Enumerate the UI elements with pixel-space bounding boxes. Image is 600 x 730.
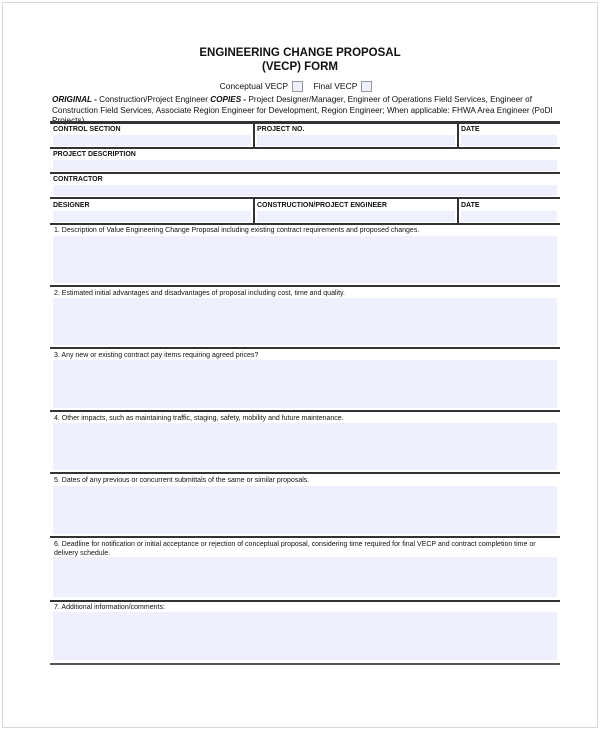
divider (50, 536, 560, 538)
question-5-input[interactable] (53, 486, 557, 534)
construction-engineer-input[interactable] (257, 211, 455, 222)
question-4: 4. Other impacts, such as maintaining traffic, staging, safety, mobility and future maintenance. (54, 415, 344, 422)
contractor-input[interactable] (53, 185, 557, 196)
date-label: DATE (461, 202, 480, 209)
designer-label: DESIGNER (53, 202, 90, 209)
copies-text: Project Designer/Manager, Engineer of Operations Field Services, Engineer of Construction Field Services, Associate Region Engineer for Development, Region Engineer; When applicable: FHWA Area Engineer (PoDI (52, 95, 553, 115)
project-no-label: PROJECT NO. (257, 126, 305, 133)
question-3-input[interactable] (53, 360, 557, 408)
divider (253, 121, 255, 147)
divider (50, 472, 560, 474)
original-label: ORIGINAL - (52, 95, 97, 104)
original-text: Construction/Project Engineer (96, 95, 211, 104)
conceptual-vecp-checkbox[interactable] (292, 81, 303, 92)
date-input[interactable] (461, 135, 557, 146)
date-label: DATE (461, 126, 480, 133)
divider (50, 197, 560, 199)
divider (50, 663, 560, 665)
divider (50, 600, 560, 602)
divider (50, 147, 560, 149)
question-5: 5. Dates of any previous or concurrent submittals of the same or similar proposals. (54, 477, 310, 484)
divider (457, 121, 459, 147)
designer-input[interactable] (53, 211, 251, 222)
conceptual-vecp-label: Conceptual VECP (219, 81, 289, 91)
divider (50, 347, 560, 349)
vecp-type-selector (0, 81, 600, 92)
question-7: 7. Additional information/comments: (54, 604, 165, 611)
date-input[interactable] (461, 211, 557, 222)
divider (50, 285, 560, 287)
project-description-label: PROJECT DESCRIPTION (53, 151, 136, 158)
contractor-label: CONTRACTOR (53, 176, 103, 183)
question-4-input[interactable] (53, 423, 557, 470)
final-vecp-checkbox[interactable] (361, 81, 372, 92)
question-3: 3. Any new or existing contract pay items requiring agreed prices? (54, 352, 259, 359)
form-subtitle: (VECP) FORM (261, 61, 339, 73)
final-vecp-label: Final VECP (313, 81, 358, 91)
control-section-input[interactable] (53, 135, 251, 146)
question-7-input[interactable] (53, 612, 557, 660)
divider (253, 197, 255, 223)
divider (50, 410, 560, 412)
control-section-label: CONTROL SECTION (53, 126, 121, 133)
divider (50, 172, 560, 174)
copies-label: COPIES - (210, 95, 247, 104)
question-2-input[interactable] (53, 298, 557, 345)
question-6-input[interactable] (53, 557, 557, 597)
question-6: 6. Deadline for notification or initial acceptance or rejection of conceptual proposal, considering time required for final VECP and contract completion time or delivery schedule. (54, 541, 536, 557)
question-2: 2. Estimated initial advantages and disadvantages of proposal including cost, time and quality. (54, 290, 345, 297)
divider (457, 197, 459, 223)
divider (50, 121, 560, 124)
project-description-input[interactable] (53, 160, 557, 171)
construction-engineer-label: CONSTRUCTION/PROJECT ENGINEER (257, 202, 387, 209)
divider (50, 223, 560, 225)
question-1-input[interactable] (53, 236, 557, 283)
question-1: 1. Description of Value Engineering Change Proposal including existing contract requirements and proposed changes. (54, 227, 420, 234)
form-title: ENGINEERING CHANGE PROPOSAL (199, 47, 401, 59)
project-no-input[interactable] (257, 135, 455, 146)
